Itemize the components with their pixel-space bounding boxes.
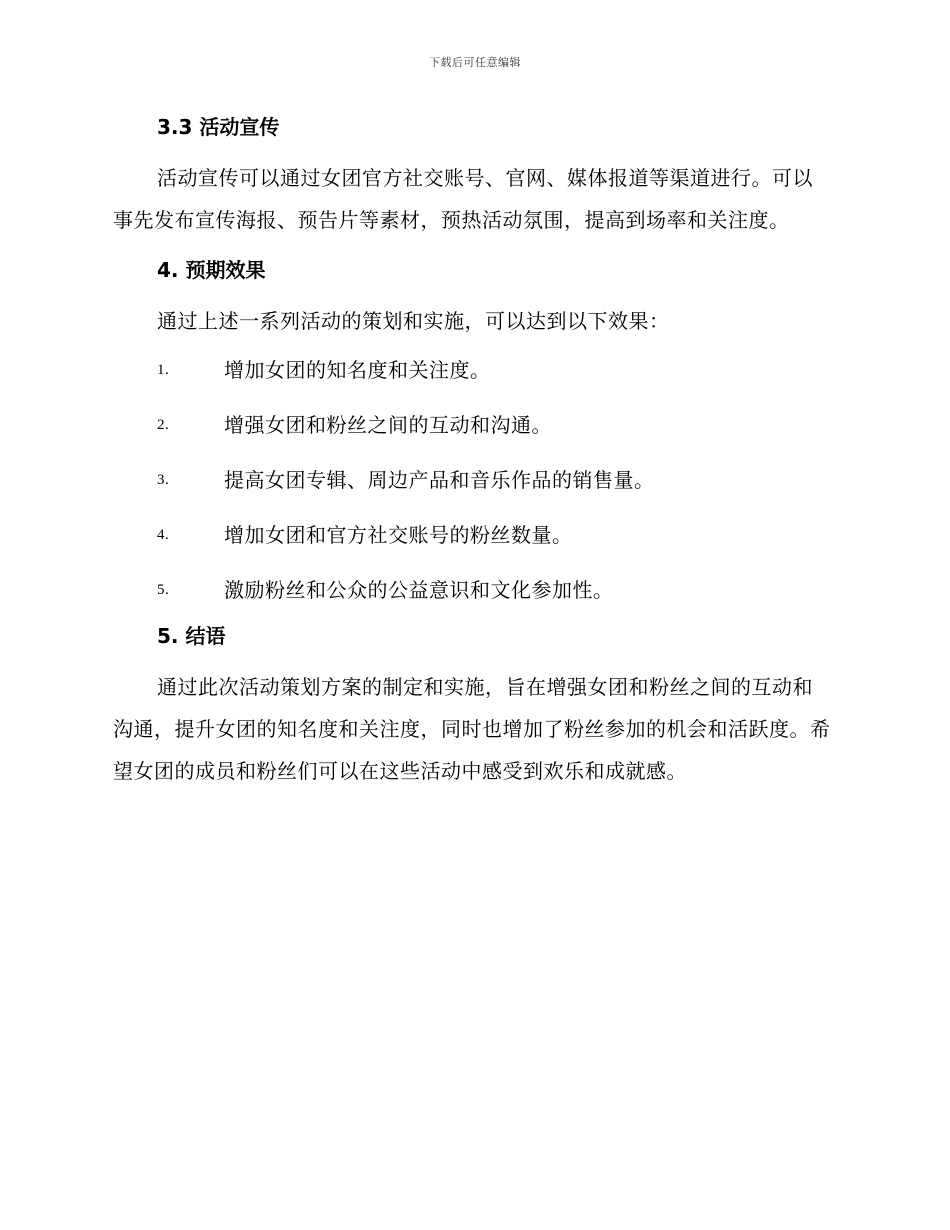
section-heading-3-3: 3.3 活动宣传 (157, 115, 280, 139)
section-4-intro: 通过上述一系列活动的策划和实施，可以达到以下效果： (157, 309, 670, 333)
list-item-number: 3. (157, 472, 170, 488)
expected-effects-list (113, 350, 833, 625)
page-header-note: 下载后可任意编辑 (429, 56, 521, 69)
section-heading-4: 4. 预期效果 (157, 258, 266, 282)
list-item-text: 增加女团和官方社交账号的粉丝数量。 (224, 523, 573, 547)
section-3-3-paragraph: 活动宣传可以通过女团官方社交账号、官网、媒体报道等渠道进行。可以事先发布宣传海报、预告片等素材，预热活动氛围，提高到场率和关注度。 (113, 166, 813, 232)
list-item (113, 570, 833, 625)
list-item-text: 激励粉丝和公众的公益意识和文化参加性。 (224, 578, 614, 602)
list-item-number: 5. (157, 582, 170, 598)
section-heading-5: 5. 结语 (157, 624, 226, 648)
list-item (113, 460, 833, 515)
document-content (113, 112, 833, 792)
list-item-text: 提高女团专辑、周边产品和音乐作品的销售量。 (224, 468, 655, 492)
list-item-text: 增加女团的知名度和关注度。 (224, 358, 491, 382)
list-item-text: 增强女团和粉丝之间的互动和沟通。 (224, 413, 552, 437)
list-item (113, 405, 833, 460)
list-item-number: 4. (157, 527, 170, 543)
list-item-number: 2. (157, 417, 170, 433)
list-item-number: 1. (157, 362, 170, 378)
section-5-paragraph: 通过此次活动策划方案的制定和实施，旨在增强女团和粉丝之间的互动和沟通，提升女团的知名度和关注度，同时也增加了粉丝参加的机会和活跃度。希望女团的成员和粉丝们可以在这些活动中感受到欢乐和成就感。 (113, 675, 831, 783)
list-item (113, 515, 833, 570)
list-item (113, 350, 833, 405)
